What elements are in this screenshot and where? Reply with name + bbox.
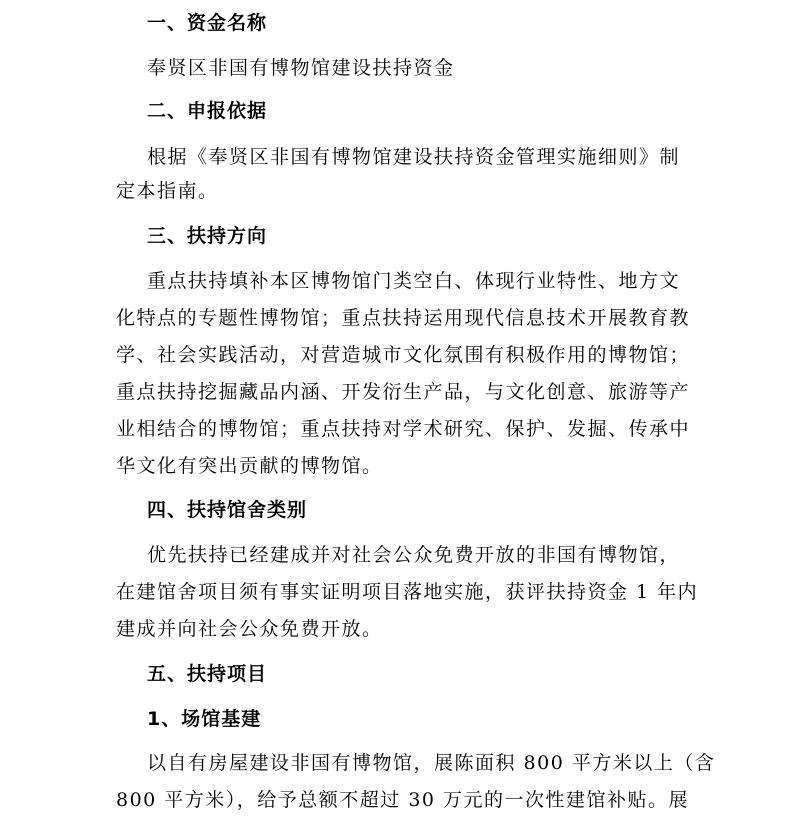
paragraph-line: 根据《奉贤区非国有博物馆建设扶持资金管理实施细则》制 [147, 146, 681, 168]
section-heading-fund-name: 一、资金名称 [147, 12, 268, 34]
paragraph-line: 在建馆舍项目须有事实证明项目落地实施，获评扶持资金 1 年内 [116, 581, 699, 603]
paragraph-line: 重点扶持填补本区博物馆门类空白、体现行业特性、地方文 [147, 270, 681, 292]
paragraph-line: 业相结合的博物馆；重点扶持对学术研究、保护、发掘、传承中 [116, 418, 691, 440]
paragraph-line: 化特点的专题性博物馆；重点扶持运用现代信息技术开展教育教 [116, 307, 691, 329]
section-heading-venue-category: 四、扶持馆舍类别 [147, 499, 308, 521]
paragraph-line: 800 平方米），给予总额不超过 30 万元的一次性建馆补贴。展 [116, 789, 690, 811]
section-heading-basis: 二、申报依据 [147, 100, 268, 122]
paragraph-line: 奉贤区非国有博物馆建设扶持资金 [147, 57, 455, 79]
subsection-heading-venue-construction: 1、场馆基建 [147, 708, 262, 730]
paragraph-line: 建成并向社会公众免费开放。 [116, 618, 383, 640]
paragraph-line: 华文化有突出贡献的博物馆。 [116, 455, 383, 477]
paragraph-line: 以自有房屋建设非国有博物馆，展陈面积 800 平方米以上（含 [147, 752, 716, 774]
paragraph-line: 重点扶持挖掘藏品内涵、开发衍生产品，与文化创意、旅游等产 [116, 381, 691, 403]
paragraph-line: 学、社会实践活动，对营造城市文化氛围有积极作用的博物馆； [116, 344, 691, 366]
paragraph-line: 定本指南。 [116, 180, 219, 202]
paragraph-line: 优先扶持已经建成并对社会公众免费开放的非国有博物馆， [147, 544, 681, 566]
section-heading-direction: 三、扶持方向 [147, 225, 268, 247]
section-heading-projects: 五、扶持项目 [147, 663, 268, 685]
